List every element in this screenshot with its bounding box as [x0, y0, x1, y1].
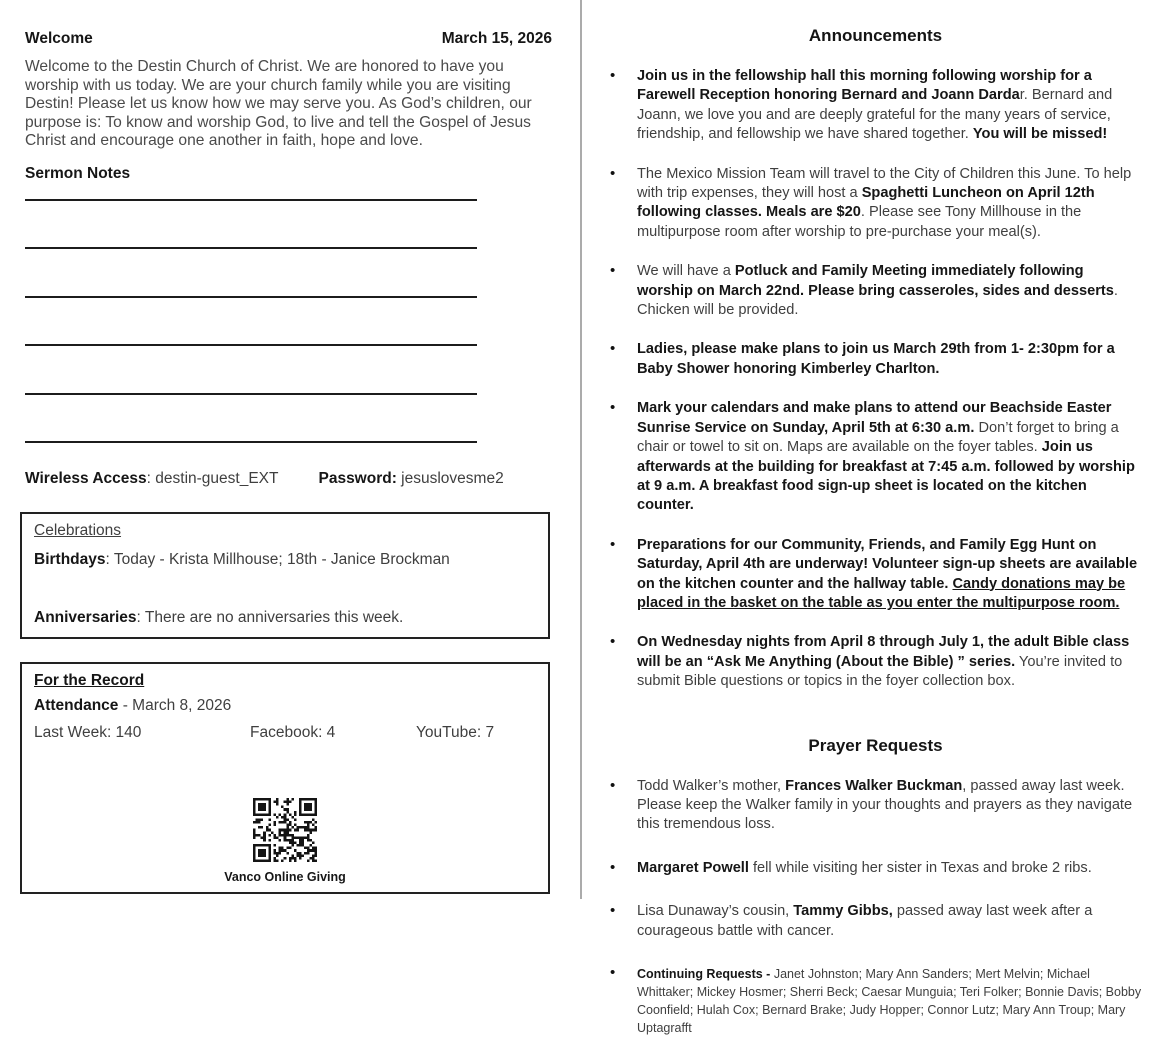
attendance-stat: YouTube: 7 [416, 724, 495, 742]
welcome-paragraph: Welcome to the Destin Church of Christ. We are honored to have you worship with us today. We are your church family while you are visiting Destin! Please let us know how we may serve you. As God’s children, our purpose is: To know and worship God, to live and tell the Gospel of Jesus Christ and encourage one another in faith, hope and love. [25, 58, 532, 150]
wireless-password-label: Password: jesuslovesme2 [318, 470, 504, 488]
sermon-note-line [25, 346, 477, 395]
qr-code [253, 798, 317, 862]
sermon-note-lines [25, 183, 477, 444]
bullet-item: • Ladies, please make plans to join us March 29th from 1- 2:30pm for a Baby Shower honoring Kimberley Charlton. [610, 340, 1143, 379]
bullet-item: • On Wednesday nights from April 8 through July 1, the adult Bible class will be an “Ask Me Anything (About the Bible) ” series. You’re invited to submit Bible questions or topics in the foyer collection box. [610, 633, 1143, 691]
attendance-stat: Last Week: 140 [34, 724, 142, 742]
celebrations-box [20, 512, 550, 639]
birthdays-line: Birthdays: Today - Krista Millhouse; 18th - Janice Brockman [34, 551, 450, 569]
wireless-info-row [25, 470, 552, 488]
bullet-item: • Todd Walker’s mother, Frances Walker Buckman, passed away last week. Please keep the Walker family in your thoughts and prayers as they navigate this tremendous loss. [610, 777, 1143, 835]
bullet-item: • Lisa Dunaway’s cousin, Tammy Gibbs, passed away last week after a courageous battle with cancer. [610, 902, 1143, 941]
wireless-network-label: Wireless Access: destin-guest_EXT [25, 470, 279, 488]
bullet-item: • Join us in the fellowship hall this morning following worship for a Farewell Reception honoring Bernard and Joann Dardar. Bernard and Joann, we love you and are deeply grateful for the many years of service, friendship, and fellowship we have shared together. You will be missed! [610, 67, 1143, 145]
sermon-note-line [25, 395, 477, 444]
sermon-note-line [25, 298, 477, 347]
bullet-item: • Mark your calendars and make plans to attend our Beachside Easter Sunrise Service on Sunday, April 5th at 6:30 a.m. Don’t forget to bring a chair or towel to sit on. Maps are available on the foyer tables. Join us afterwards at the building for breakfast at 7:45 a.m. followed by worship at 9 a.m. A breakfast food sign-up sheet is located on the kitchen counter. [610, 399, 1143, 515]
bullet-item: • The Mexico Mission Team will travel to the City of Children this June. To help with trip expenses, they will host a Spaghetti Luncheon on April 12th following classes. Meals are $20. Please see Tony Millhouse in the multipurpose room after worship to pre-purchase your meal(s). [610, 165, 1143, 243]
prayer-requests-title: Prayer Requests [808, 735, 943, 755]
bullet-item: • Preparations for our Community, Friends, and Family Egg Hunt on Saturday, April 4th are underway! Volunteer sign-up sheets are available on the kitchen counter and the hallway table. Candy donations may be placed in the basket on the table as you enter the multipurpose room. [610, 536, 1143, 614]
sermon-note-line [25, 183, 477, 201]
attendance-stat: Facebook: 4 [250, 724, 336, 742]
online-giving-section [22, 798, 548, 884]
sermon-notes-title: Sermon Notes [25, 164, 131, 182]
announcements-list [608, 67, 1143, 692]
prayer-requests-list [608, 777, 1143, 1037]
bullet-item: • Continuing Requests - Janet Johnston; Mary Ann Sanders; Mert Melvin; Michael Whittaker; Mickey Hosmer; Sherri Beck; Caesar Munguia; Teri Folker; Bonnie Davis; Bobby Coonfield; Hulah Cox; Bernard Brake; Judy Hopper; Connor Lutz; Mary Ann Troup; Mary Uptagrafft [610, 965, 1143, 1037]
announcements-title: Announcements [808, 26, 943, 45]
qr-caption: Vanco Online Giving [224, 870, 346, 885]
for-the-record-title: For the Record [34, 672, 145, 690]
header-date: March 15, 2026 [441, 30, 552, 47]
bullet-item: • Margaret Powell fell while visiting her sister in Texas and broke 2 ribs. [610, 859, 1143, 878]
attendance-line: Attendance - March 8, 2026 [34, 697, 232, 715]
left-page [0, 0, 580, 899]
page-title: Welcome [25, 30, 93, 47]
celebrations-title: Celebrations [34, 522, 122, 540]
left-page-header [25, 30, 552, 48]
right-page [582, 0, 1161, 1035]
sermon-note-line [25, 249, 477, 298]
attendance-stats-row [34, 724, 536, 742]
for-the-record-box [20, 662, 550, 894]
bullet-item: • We will have a Potluck and Family Meeting immediately following worship on March 22nd. Please bring casseroles, sides and desserts. Chicken will be provided. [610, 262, 1143, 320]
sermon-note-line [25, 201, 477, 250]
anniversaries-line: Anniversaries: There are no anniversaries this week. [34, 609, 404, 627]
